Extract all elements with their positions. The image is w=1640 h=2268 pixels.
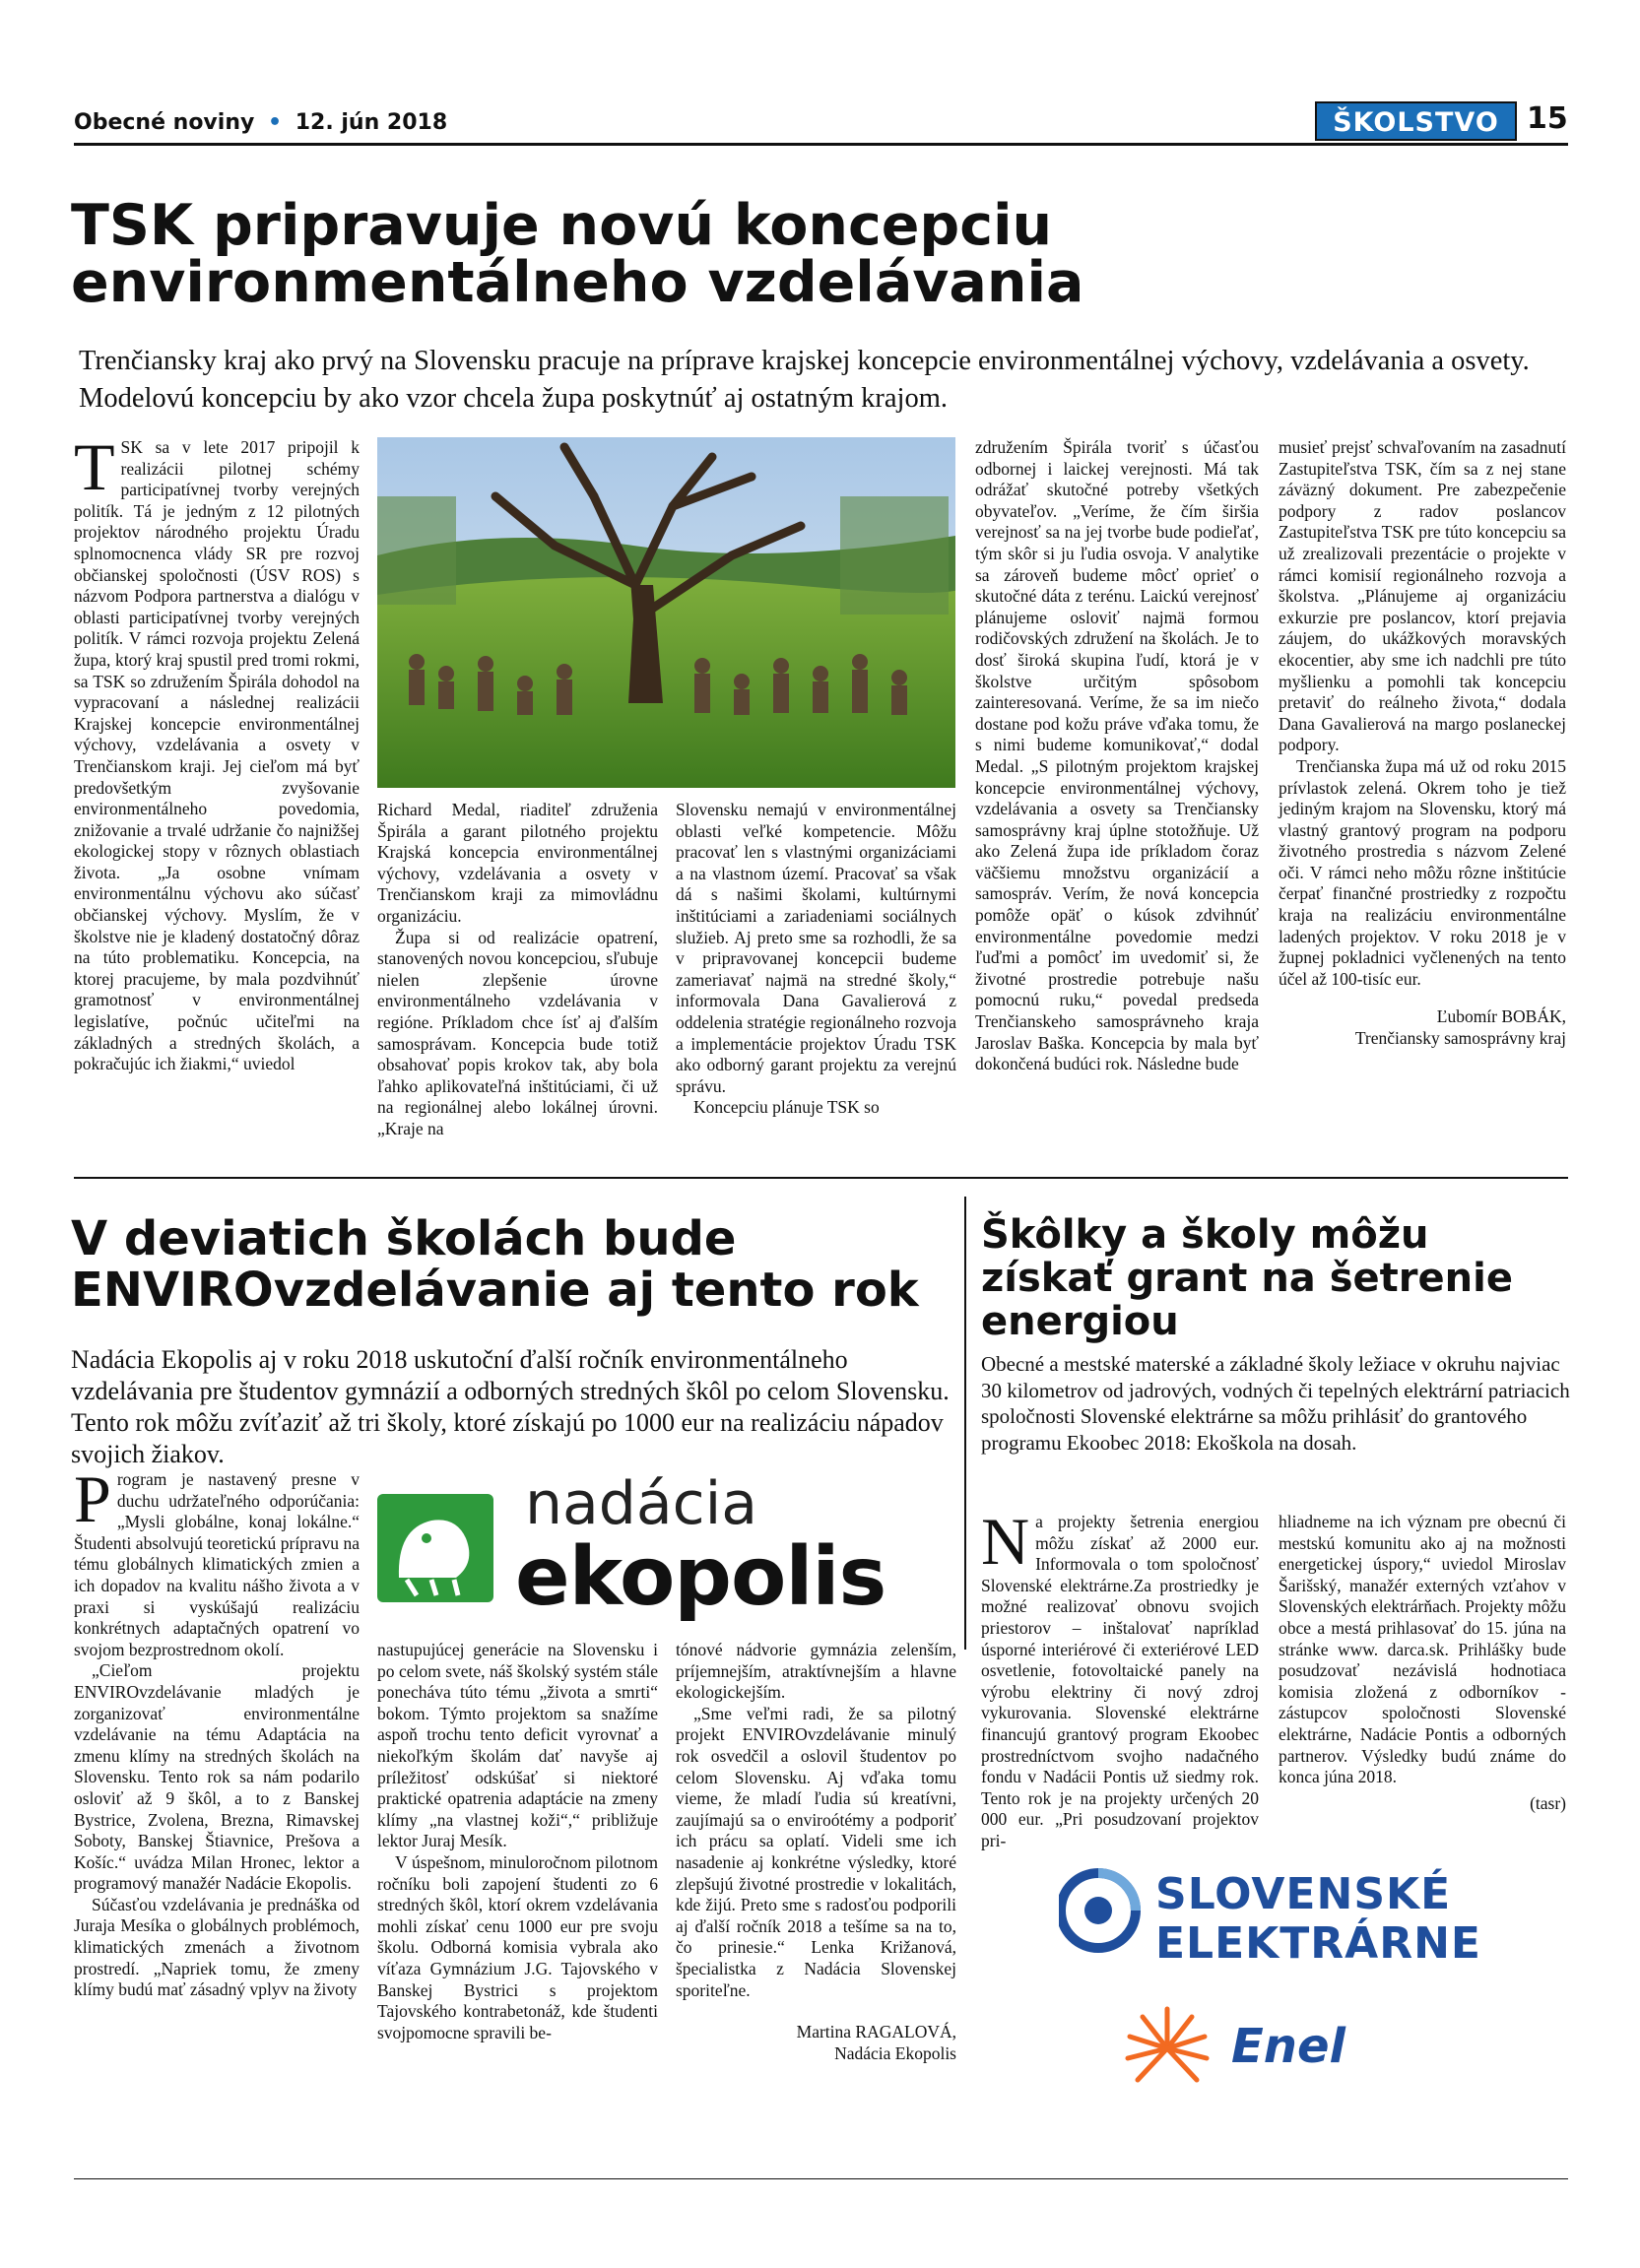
article3-column-2 xyxy=(1279,1512,1566,1814)
article1-headline xyxy=(71,193,1568,315)
body-text: Súčasťou vzdelávania je prednáška od Juraja Mesíka o globálnych problémoch, klimatických zmenách a životnom prostredí. „Napriek tomu, že zmeny klímy budú mať zásadný vplyv na životy xyxy=(74,1894,360,2000)
headline-line: získať grant na šetrenie xyxy=(981,1256,1513,1301)
article2-headline xyxy=(71,1213,957,1316)
headline-line: Škôlky a školy môžu xyxy=(981,1212,1429,1258)
headline-line: TSK pripravuje novú koncepciu xyxy=(71,193,1053,258)
body-text: V úspešnom, minuloročnom pilotnom ročníku boli zapojení študenti zo 6 stredných škôl, ktorí okrem vzdelávania mohli získať cenu 1000 eur pre svoju školu. Odborná komisia vybrala ako víťaza Gymnázium J.G. Tajovského v Banskej Bystrici s projektom Tajovského kontrabetonáž, kde študenti svojpomocne spravili be- xyxy=(377,1851,658,2042)
header-rule xyxy=(74,143,1568,146)
article3-headline xyxy=(981,1213,1572,1343)
body-text: rogram je nastavený presne v duchu udržateľného odporúčania: „Mysli globálne, konaj lokálne.“ Študenti absolvujú teoretickú prípravu na tému globálnych klimatických zmien a ich dopadov na kvalitu nášho života a v praxi si vyskúšajú realizáciu konkrétnych adaptačných opatrení vo svojom bezprostrednom okolí. xyxy=(74,1469,360,1659)
author-affiliation: Trenčiansky samosprávny kraj xyxy=(1354,1028,1566,1049)
article2-byline xyxy=(676,2021,956,2064)
body-text: „Sme veľmi radi, že sa pilotný projekt ENVIROvzdelávanie minulý rok osvedčil a oslovil študentov po celom Slovensku. Aj vďaka tomu vieme, že mladí ľudia sú kreatívni, zaujímajú sa o enviroótémy a podporiť ich prácu sa oplatí. Videli sme ich nasadenie aj konkrétne výsledky, ktoré zlepšujú životné prostredie v lokalitách, kde žijú. Preto sme s radosťou podporili aj ďalší ročník 2018 a tešíme sa na to, čo prinesie.“ Lenka Križanová, špecialistka z Nadácia Slovenskej sporiteľne. xyxy=(676,1703,956,2000)
body-text: tónové nádvorie gymnázia zelenším, príjemnejším, atraktívnejším a hlavne ekologickejším. xyxy=(676,1640,956,1703)
headline-line: environmentálneho vzdelávania xyxy=(71,250,1084,315)
article1-column-1 xyxy=(74,429,360,1075)
body-text: Koncepciu plánuje TSK so xyxy=(693,1097,880,1118)
article2-column-2 xyxy=(377,1640,658,2043)
ekopolis-logo xyxy=(377,1469,956,1623)
body-text: Župa si od realizácie opatrení, stanovených novou koncepciou, sľubuje nielen zlepšenie úrovne environmentálneho vzdelávania v regióne. Príkladom chce ísť aj ďalším samosprávam. Koncepcia bude totiž obsahovať popis krokov tak, aby bola ľahko aplikovateľná inštitúciami, či už na regionálnej alebo lokálnej úrovni. „Kraje na xyxy=(377,927,658,1138)
separator-dot: • xyxy=(268,110,283,135)
newspaper-name: Obecné noviny xyxy=(74,110,255,135)
article1-lead: Trenčiansky kraj ako prvý na Slovensku pracuje na príprave krajskej koncepcie environmentálnej výchovy, vzdelávania a osvety. Modelovú koncepciu by ako vzor chcela župa poskytnúť aj ostatným krajom. xyxy=(79,346,1530,414)
body-text: a projekty šetrenia energiou môžu získať až 2000 eur. Informovala o tom spoločnosť Slovenské elektrárne.Za prostriedky je možné realizovať obnovu svojich priestorov – inštalovať napríklad úsporné interiérové či exteriérové LED osvetlenie, fotovoltaické panely na výrobu elektriny či nový zdroj vykurovania. Slovenské elektrárne financujú grantový program Ekoobec prostredníctvom svojho nadačného fondu v Nadácii Pontis už siedmy rok. Tento rok je na projekty určených 20 000 eur. „Pri posudzovaní projektov pri- xyxy=(981,1512,1259,1850)
author-affiliation: Nadácia Ekopolis xyxy=(834,2043,956,2064)
article3-lead: Obecné a mestské materské a základné školy ležiace v okruhu najviac 30 kilometrov od jadrových, vodných či tepelných elektrární patriacich spoločnosti Slovenské elektrárne sa môžu prihlásiť do grantového programu Ekoobec 2018: Ekoškola na dosah. xyxy=(981,1352,1570,1455)
section-badge: ŠKOLSTVO xyxy=(1315,101,1517,141)
ekopolis-logo-text-bottom: ekopolis xyxy=(515,1530,886,1624)
article1-byline xyxy=(1279,1005,1566,1049)
body-text: musieť prejsť schvaľovaním na zasadnutí Zastupiteľstva TSK, čím sa z nej stane záväzný dokument. Pre zabezpečenie podpory z radov poslancov Zastupiteľstva TSK pre túto koncepciu sa už zrealizovali prezentácie o projekte v rámci komisií regionálneho rozvoja a školstva. „Plánujeme aj organizáciu exkurzie pre poslancov, ktorí prejavia záujem, do ukážkových moravských ekocentier, aby sme ich nadchli pre túto myšlienku a pomohli tak koncepciu pretaviť do reálneho života,“ dodala Dana Gavalierová na margo poslaneckej podpory. xyxy=(1279,437,1566,755)
drop-cap: T xyxy=(74,429,115,504)
issue-date: 12. jún 2018 xyxy=(295,110,448,135)
body-text: SK sa v lete 2017 pripojil k realizácii pilotnej schémy participatívnej tvorby verejných politík. Tá je jedným z 12 pilotných projektov národného projektu Úradu splnomocnenca vlády SR pre rozvoj občianskej spoločnosti (ÚSV ROS) s názvom Podpora partnerstva a dialógu v oblasti participatívnej tvorby verejných politík. V rámci rozvoja projektu Zelená župa, ktorý kraj spustil pred tromi rokmi, sa TSK so združením Špirála dohodol na vypracovaní a následnej realizácii Krajskej koncepcie environmentálnej výchovy, vzdelávania a osvety v Trenčianskom kraji. Jej cieľom má byť predovšetkým zvyšovanie environmentálneho povedomia, znižovanie a trvalé udržanie čo najnižšej ekologickej stopy v rôznych oblastiach života. „Ja osobne vnímam environmentálnu výchovu ako súčasť občianskej výchovy. Myslím, že v školstve nie je kladený dostatočný dôraz na túto problematiku. Koncepcia, na ktorej pracujeme, by mala pozdvihnúť gramotnosť v environmentálnej legislatíve, počnúc učiteľmi na základných a stredných školách, a pokračujúc ich žiakmi,“ uviedol xyxy=(74,437,360,1074)
ekopolis-logo-text-top: nadácia xyxy=(525,1469,758,1538)
article1-column-2 xyxy=(377,800,658,1140)
article1-column-5 xyxy=(1279,437,1566,1049)
body-text: Richard Medal, riaditeľ združenia Špirála a garant pilotného projektu Krajská koncepcia environmentálnej výchovy, vzdelávania a osvety v Trenčianskom kraji za mimovládnu organizáciu. xyxy=(377,800,658,926)
enel-logo-text: Enel xyxy=(1231,2019,1345,2074)
headline-line: ENVIROvzdelávanie aj tento rok xyxy=(71,1263,919,1318)
article2-column-1 xyxy=(74,1461,360,2001)
article3-source: (tasr) xyxy=(1530,1792,1566,1813)
body-text: Trenčianska župa má už od roku 2015 prívlastok zelená. Okrem toho je tiež jediným krajom na Slovensku, ktorý má vlastný grantový program na podporu životného prostredia s názvom Zelené oči. V rámci neho môžu rôzne inštitúcie čerpať finančné prostriedky z rozpočtu kraja na realizáciu environmentálne ladených projektov. V roku 2018 je v župnej pokladnici vyčlenených na tento účel až 100-tisíc eur. xyxy=(1279,755,1566,989)
article3-column-1 xyxy=(981,1504,1259,1852)
headline-line: V deviatich školách bude xyxy=(71,1211,737,1266)
article2-lead: Nadácia Ekopolis aj v roku 2018 uskutoční ďalší ročník environmentálneho vzdelávania pre študentov gymnázií a odborných stredných škôl po celom Slovensku. Tento rok môžu zvíťaziť až tri školy, ktoré získajú po 1000 eur na realizáciu nápadov svojich žiakov. xyxy=(71,1345,950,1468)
drop-cap: N xyxy=(981,1504,1030,1579)
drop-cap: P xyxy=(74,1461,111,1536)
author-name: Ľubomír BOBÁK, xyxy=(1436,1006,1566,1027)
article2-column-3 xyxy=(676,1640,956,2064)
se-logo-text-line2: ELEKTRÁRNE xyxy=(1155,1918,1481,1969)
body-text: hliadneme na ich význam pre obecnú či mestskú komunitu ako aj na možnosti energetickej úspory,“ uviedol Miroslav Šarišský, manažér externých vzťahov v Slovenských elektrárňach. Projekty môžu obce a mestá prihlasovať do 15. júna na stránke www. darca.sk. Prihlášky bude posudzovať nezávislá hodnotiaca komisia zložená z odborníkov - zástupcov spoločnosti Slovenské elektrárne, Nadácie Pontis a odborných partnerov. Výsledky budú známe do konca júna 2018. xyxy=(1279,1512,1566,1787)
article1-column-4 xyxy=(975,437,1259,1075)
masthead xyxy=(74,110,447,135)
group-photo-under-tree xyxy=(377,437,955,788)
section-divider xyxy=(74,1177,1568,1179)
article1-column-3 xyxy=(676,800,956,1119)
body-text: nastupujúcej generácie na Slovensku i po celom svete, náš školský systém stále ponecháva túto tému „života a smrti“ bokom. Týmto projektom sa snažíme aspoň trochu tento deficit vyrovnať a niekoľkým školám dať navyše aj príležitosť odskúšať si niektoré praktické opatrenia adaptácie na zmeny klímy „na vlastnej koži“,“ približuje lektor Juraj Mesík. xyxy=(377,1640,658,1851)
headline-line: energiou xyxy=(981,1299,1179,1344)
body-text: „Cieľom projektu ENVIROvzdelávanie mladých je zorganizovať environmentálne vzdelávanie na tému Adaptácia na zmenu klímy na stredných školách na Slovensku. Tento rok sa nám podarilo osloviť až 9 škôl, a to z Banskej Bystrice, Zvolena, Brezna, Rimavskej Soboty, Banskej Štiavnice, Prešova a Košíc.“ uvádza Milan Hronec, lektor a programový manažér Nadácie Ekopolis. xyxy=(74,1660,360,1894)
se-logo-text-line1: SLOVENSKÉ xyxy=(1155,1869,1452,1919)
body-text: združením Špirála tvoriť s účasťou odbornej i laickej verejnosti. Má tak odrážať skutočné potreby všetkých obyvateľov. „Veríme, že čím širšia verejnosť sa na jej tvorbe bude podieľať, tým skôr si ju ľudia osvoja. V analytike sa zároveň budeme môcť oprieť o skutočné dáta z terénu. Laickú verejnosť plánujeme osloviť najmä formou rodičovských združení na školách. Je to dosť široká skupina ľudí, ktorá je v školstve určitým spôsobom zainteresovaná. Veríme, že sa im niečo dostane pod kožu práve vďaka tomu, že s nimi budeme komunikovať,“ dodal Medal. „S pilotným projektom krajskej koncepcie environmentálnej výchovy, vzdelávania a osvety sa Trenčiansky samosprávny kraj úplne stotožňuje. Už ako Zelená župa ide príkladom čoraz väčšiemu množstvu organizácií a samospráv. Verím, že nová koncepcia pomôže opäť o kúsok zdvihnúť environmentálne povedomie medzi ľuďmi a pomôcť im uvedomiť si, že životné prostredie potrebuje našu pomocnú ruku,“ povedal predseda Trenčianskeho samosprávneho kraja Jaroslav Baška. Koncepcia by mala byť dokončená budúci rok. Následne bude xyxy=(975,437,1259,1074)
page-number: 15 xyxy=(1527,101,1568,136)
column-divider xyxy=(964,1197,966,1650)
footer-rule xyxy=(74,2178,1568,2179)
body-text: Slovensku nemajú v environmentálnej oblasti veľké kompetencie. Môžu pracovať len s vlastnými organizáciami a na vlastnom území. Pracovať sa však dá s našimi školami, kultúrnymi inštitúciami a zariadeniami sociálnych služieb. Aj preto sme sa rozhodli, že sa v pripravovanej koncepcii budeme zameriavať najmä na stredné školy,“ informovala Dana Gavalierová z oddelenia stratégie regionálneho rozvoja a implementácie projektov Úradu TSK ako odborný garant projektu za verejnú správu. xyxy=(676,800,956,1096)
author-name: Martina RAGALOVÁ, xyxy=(796,2022,956,2042)
slovenske-elektrarne-logo xyxy=(1059,1861,1492,2098)
